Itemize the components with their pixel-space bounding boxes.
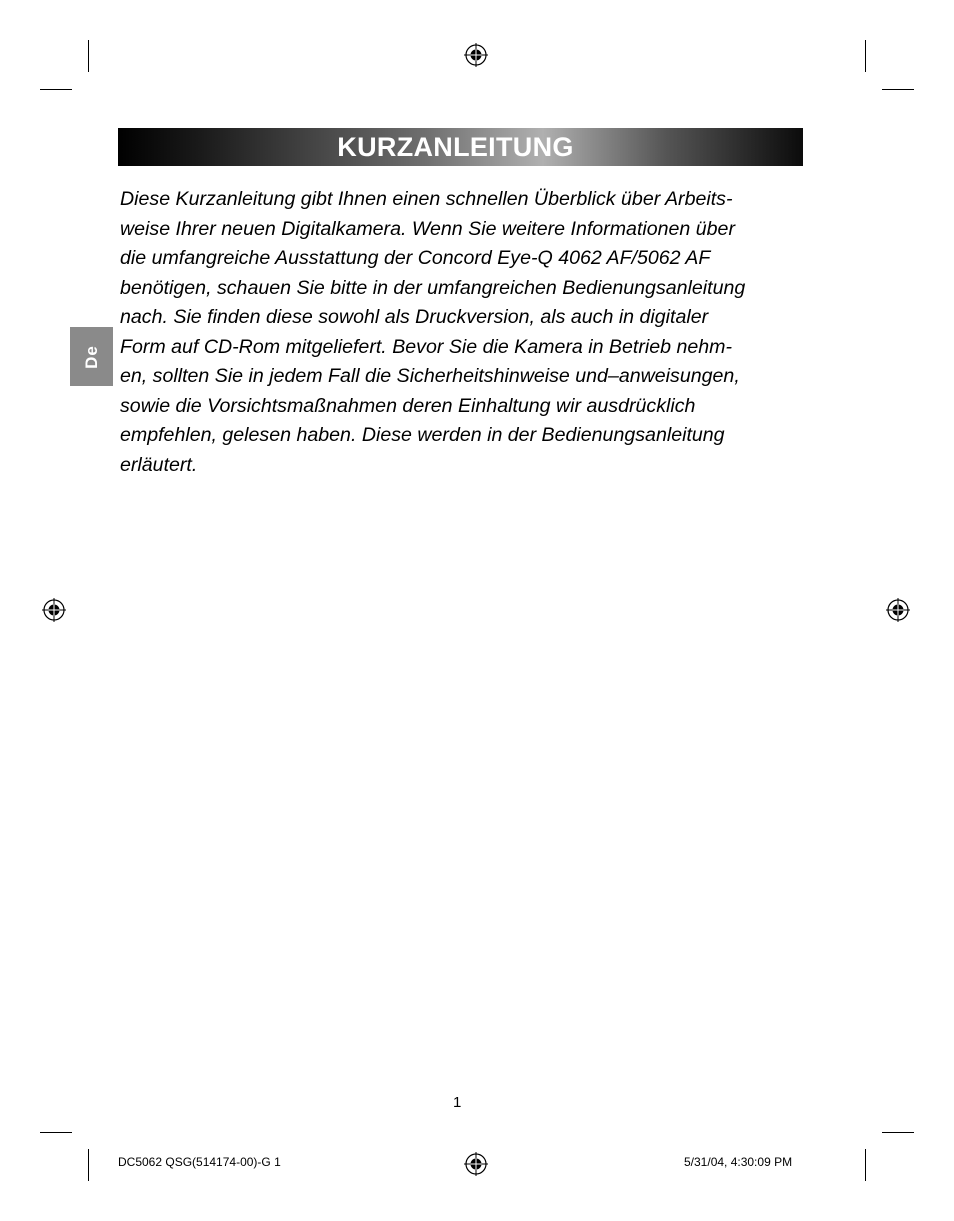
crop-mark-top-right-horizontal bbox=[882, 89, 914, 90]
language-tab-label: De bbox=[81, 344, 101, 369]
page-title: KURZANLEITUNG bbox=[337, 131, 574, 162]
intro-line: sowie die Vorsichtsmaßnahmen deren Einhaltung wir ausdrücklich bbox=[120, 394, 696, 417]
intro-line: nach. Sie finden diese sowohl als Druckversion, als auch in digitaler bbox=[120, 306, 709, 328]
crop-mark-top-left-horizontal bbox=[40, 89, 72, 90]
intro-paragraph bbox=[120, 185, 810, 480]
intro-line: empfehlen, gelesen haben. Diese werden in der Bedienungsanleitung bbox=[120, 424, 725, 446]
crop-mark-bottom-left-vertical bbox=[88, 1149, 89, 1181]
page-number: 1 bbox=[453, 1094, 462, 1111]
footer-file-info: DC5062 QSG(514174-00)-G 1 bbox=[118, 1155, 281, 1169]
crop-mark-bottom-right-vertical bbox=[865, 1149, 866, 1181]
crop-mark-bottom-right-horizontal bbox=[882, 1132, 914, 1133]
intro-line: erläutert. bbox=[120, 453, 198, 476]
intro-line: Diese Kurzanleitung gibt Ihnen einen schnellen Überblick über Arbeits- bbox=[120, 188, 733, 210]
registration-mark-left-icon bbox=[42, 598, 66, 622]
crop-mark-top-right-vertical bbox=[865, 40, 866, 72]
registration-mark-top-icon bbox=[464, 43, 488, 67]
language-tab bbox=[70, 327, 113, 386]
intro-line: en, sollten Sie in jedem Fall die Sicherheitshinweise und–anweisungen, bbox=[120, 365, 740, 387]
title-banner bbox=[118, 128, 803, 166]
crop-mark-bottom-left-horizontal bbox=[40, 1132, 72, 1133]
intro-line: benötigen, schauen Sie bitte in der umfangreichen Bedienungsanleitung bbox=[120, 276, 746, 299]
intro-line: die umfangreiche Ausstattung der Concord Eye-Q 4062 AF/5062 AF bbox=[120, 247, 711, 269]
intro-line: Form auf CD-Rom mitgeliefert. Bevor Sie die Kamera in Betrieb nehm- bbox=[120, 335, 732, 358]
registration-mark-right-icon bbox=[886, 598, 910, 622]
registration-mark-bottom-icon bbox=[464, 1152, 488, 1176]
intro-line: weise Ihrer neuen Digitalkamera. Wenn Sie weitere Informationen über bbox=[120, 217, 735, 240]
footer-timestamp: 5/31/04, 4:30:09 PM bbox=[684, 1155, 793, 1169]
crop-mark-top-left-vertical bbox=[88, 40, 89, 72]
